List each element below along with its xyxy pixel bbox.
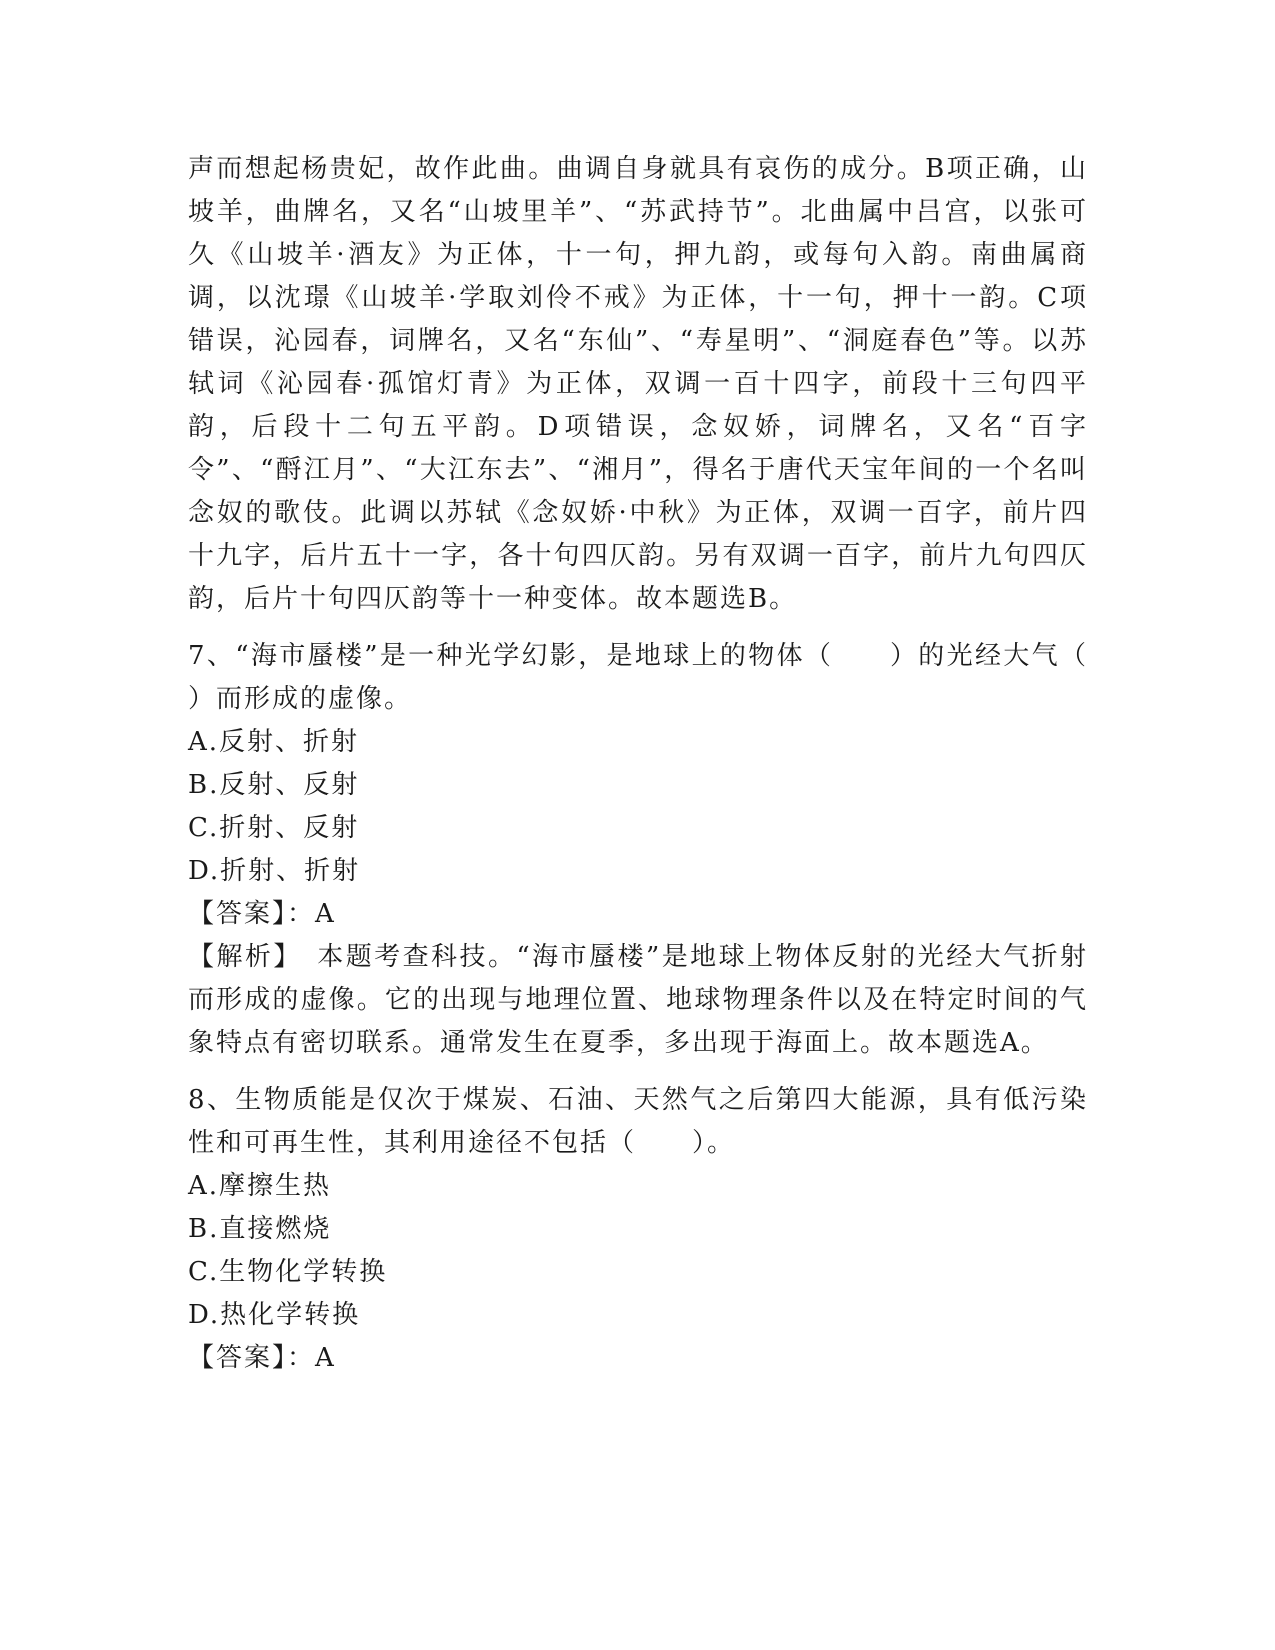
analysis: 【解析】 本题考查科技。“海市蜃楼”是地球上物体反射的光经大气折射而形成的虚像。它的出现与地理位置、地球物理条件以及在特定时间的气象特点有密切联系。通常发生在夏季，多出现于海面上。故本题选A。 <box>188 942 1088 1058</box>
option-b: B.直接燃烧 <box>188 1214 332 1244</box>
option-a: A.反射、折射 <box>188 727 360 757</box>
answer: 【答案】：A <box>188 1343 336 1373</box>
explanation-continuation: 声而想起杨贵妃，故作此曲。曲调自身就具有哀伤的成分。B项正确，山坡羊，曲牌名，又名“山坡里羊”、“苏武持节”。北曲属中吕宫，以张可久《山坡羊·酒友》为正体，十一句，押九韵，或每句入韵。南曲属商调，以沈璟《山坡羊·学取刘伶不戒》为正体，十一句，押十一韵。C项错误，沁园春，词牌名，又名“东仙”、“寿星明”、“洞庭春色”等。以苏轼词《沁园春·孤馆灯青》为正体，双调一百十四字，前段十三句四平韵，后段十二句五平韵。D项错误，念奴娇，词牌名，又名“百字令”、“酹江月”、“大江东去”、“湘月”，得名于唐代天宝年间的一个名叫念奴的歌伎。此调以苏轼《念奴娇·中秋》为正体，双调一百字，前片四十九字，后片五十一字，各十句四仄韵。另有双调一百字，前片九句四仄韵，后片十句四仄韵等十一种变体。故本题选B。 <box>188 154 1088 614</box>
question-stem: 8、生物质能是仅次于煤炭、石油、天然气之后第四大能源，具有低污染性和可再生性，其利用途径不包括（ ）。 <box>188 1085 1088 1158</box>
option-b: B.反射、反射 <box>188 770 360 800</box>
option-d: D.折射、折射 <box>188 856 361 886</box>
document-page <box>188 148 1145 1380</box>
option-d: D.热化学转换 <box>188 1300 361 1330</box>
answer: 【答案】：A <box>188 899 336 929</box>
question-8 <box>188 1079 1088 1380</box>
question-stem: 7、“海市蜃楼”是一种光学幻影，是地球上的物体（ ）的光经大气（ ）而形成的虚像。 <box>188 641 1145 714</box>
option-c: C.生物化学转换 <box>188 1257 388 1287</box>
option-a: A.摩擦生热 <box>188 1171 332 1201</box>
option-c: C.折射、反射 <box>188 813 360 843</box>
question-7 <box>188 635 1145 1065</box>
